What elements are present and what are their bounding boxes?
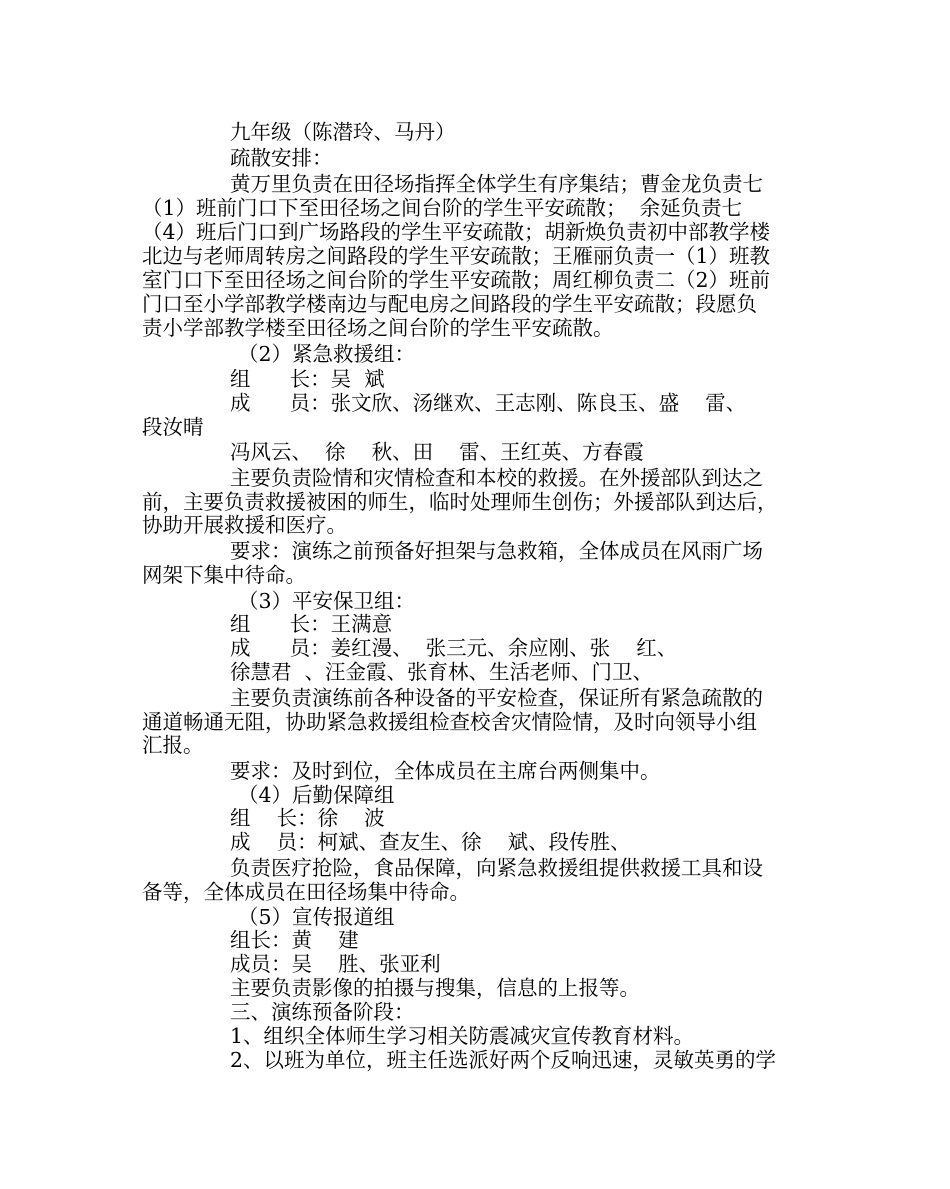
paragraph-line: 黄万里负责在田径场指挥全体学生有序集结；曹金龙负责七 bbox=[230, 172, 763, 196]
paragraph-line: 负责医疗抢险，食品保障，向紧急救援组提供救援工具和设 bbox=[230, 856, 763, 880]
text-line: 组 长：吴 斌 bbox=[230, 367, 385, 391]
paragraph-line: 室门口下至田径场之间台阶的学生平安疏散；周红柳负责二（2）班前 bbox=[142, 268, 771, 292]
paragraph-line: 汇报。 bbox=[142, 733, 204, 757]
text-line: 组 长：王满意 bbox=[230, 612, 393, 636]
section-heading: （2）紧急救援组： bbox=[238, 342, 416, 366]
paragraph-line: （4）班后门口到广场路段的学生平安疏散；胡新焕负责初中部教学楼 bbox=[142, 220, 771, 244]
section-heading: 三、演练预备阶段： bbox=[230, 1000, 415, 1024]
text-line: 成 员：柯斌、查友生、徐 斌、段传胜、 bbox=[230, 830, 631, 854]
paragraph-line: 主要负责影像的拍摄与搜集，信息的上报等。 bbox=[230, 976, 640, 1000]
paragraph-line: 网架下集中待命。 bbox=[142, 563, 306, 587]
paragraph-line: （1）班前门口下至田径场之间台阶的学生平安疏散； 余延负责七 bbox=[142, 196, 743, 220]
paragraph-line: 要求：及时到位，全体成员在主席台两侧集中。 bbox=[230, 759, 661, 783]
list-item: 2、以班为单位，班主任选派好两个反响迅速，灵敏英勇的学 bbox=[230, 1048, 777, 1072]
text-line: 成 员：姜红漫、 张三元、余应刚、张 红、 bbox=[230, 636, 678, 660]
paragraph-line: 主要负责演练前各种设备的平安检查，保证所有紧急疏散的 bbox=[230, 686, 763, 710]
paragraph-line: 通道畅通无阻，协助紧急救援组检查校舍灾情险情，及时向领导小组 bbox=[142, 710, 757, 734]
section-heading: （3）平安保卫组： bbox=[238, 589, 416, 613]
text-line: 疏散安排： bbox=[230, 146, 333, 170]
text-line: 九年级（陈潜玲、马丹） bbox=[230, 120, 456, 144]
paragraph-line: 门口至小学部教学楼南边与配电房之间路段的学生平安疏散；段愿负 bbox=[142, 292, 757, 316]
text-line: 成 员：张文欣、汤继欢、王志刚、陈良玉、盛 雷、 bbox=[230, 391, 747, 415]
text-line: 成员：吴 胜、张亚利 bbox=[230, 952, 441, 976]
text-line: 组 长：徐 波 bbox=[230, 806, 385, 830]
paragraph-line: 前，主要负责救援被困的师生，临时处理师生创伤；外援部队到达后， bbox=[142, 490, 778, 514]
paragraph-line: 备等，全体成员在田径场集中待命。 bbox=[142, 880, 470, 904]
section-heading: （5）宣传报道组 bbox=[238, 905, 395, 929]
text-line: 段汝晴 bbox=[142, 415, 204, 439]
text-line: 冯风云、 徐 秋、田 雷、王红英、方春霞 bbox=[230, 440, 644, 464]
paragraph-line: 主要负责险情和灾情检查和本校的救援。在外援部队到达之 bbox=[230, 466, 763, 490]
section-heading: （4）后勤保障组 bbox=[238, 783, 395, 807]
paragraph-line: 协助开展救援和医疗。 bbox=[142, 513, 347, 537]
paragraph-line: 责小学部教学楼至田径场之间台阶的学生平安疏散。 bbox=[142, 316, 614, 340]
text-line: 徐慧君 、汪金霞、张育林、生活老师、门卫、 bbox=[230, 660, 654, 684]
text-line: 组长：黄 建 bbox=[230, 928, 359, 952]
paragraph-line: 要求：演练之前预备好担架与急救箱，全体成员在风雨广场 bbox=[230, 539, 763, 563]
paragraph-line: 北边与老师周转房之间路段的学生平安疏散；王雁丽负责一（1）班教 bbox=[142, 244, 771, 268]
list-item: 1、组织全体师生学习相关防震减灾宣传教育材料。 bbox=[230, 1024, 695, 1048]
